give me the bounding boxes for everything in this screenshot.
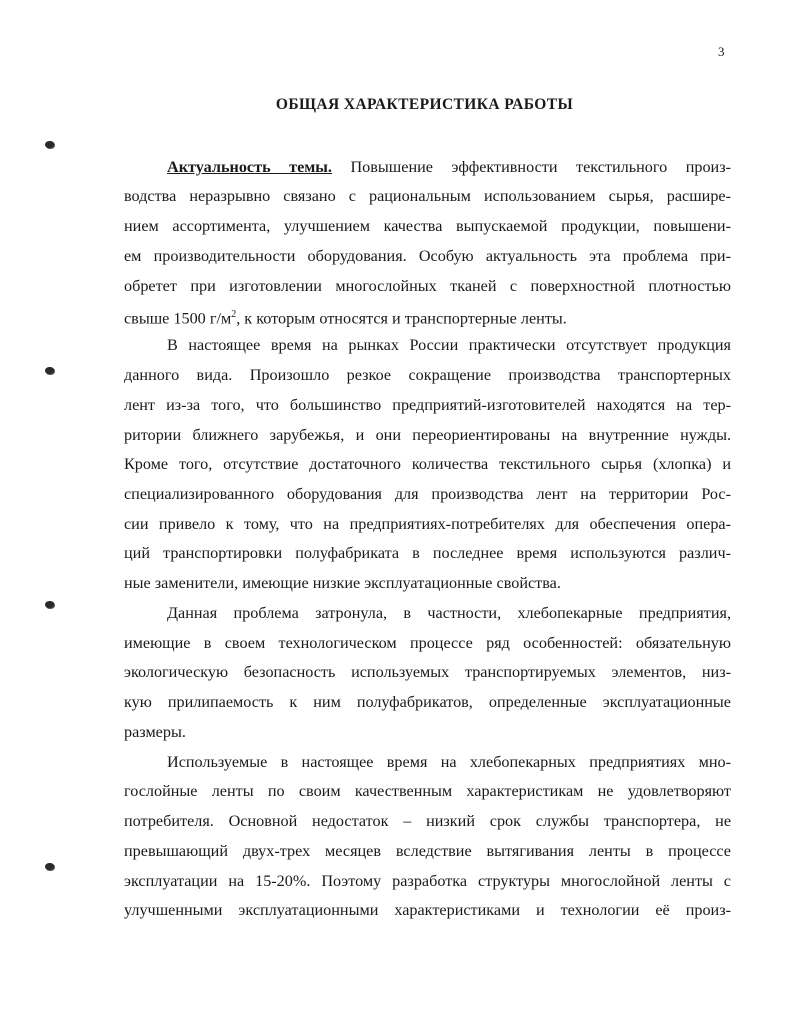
text-line: обретет при изготовлении многослойных тканей с поверхностной плотностью bbox=[124, 277, 731, 295]
text-line: размеры. bbox=[124, 723, 186, 741]
text-line-content: , к которым относятся и транспортерные ленты. bbox=[236, 309, 567, 328]
page-title: ОБЩАЯ ХАРАКТЕРИСТИКА РАБОТЫ bbox=[275, 96, 574, 113]
text-line: потребителя. Основной недостаток – низкий срок службы транспортера, не bbox=[124, 812, 731, 830]
text-line: ций транспортировки полуфабриката в последнее время используются различ- bbox=[124, 544, 731, 562]
binder-hole-mark bbox=[45, 863, 54, 870]
text-line: сии привело к тому, что на предприятиях-потребителях для обеспечения опера- bbox=[124, 515, 731, 533]
binder-hole-mark bbox=[45, 367, 54, 374]
text-line-content: свыше 1500 г/м bbox=[124, 309, 232, 328]
text-line: лент из-за того, что большинство предприятий-изготовителей находятся на тер- bbox=[124, 396, 731, 414]
text-line bbox=[167, 157, 731, 177]
text-line: Кроме того, отсутствие достаточного количества текстильного сырья (хлопка) и bbox=[124, 455, 731, 473]
text-line: улучшенными эксплуатационными характеристиками и технологии её произ- bbox=[124, 901, 731, 919]
text-line bbox=[124, 305, 731, 328]
text-line: специализированного оборудования для производства лент на территории Рос- bbox=[124, 485, 731, 503]
page-number: 3 bbox=[718, 44, 725, 59]
text-line: ные заменители, имеющие низкие эксплуатационные свойства. bbox=[124, 574, 561, 592]
text-line: данного вида. Произошло резкое сокращение производства транспортерных bbox=[124, 366, 731, 384]
text-line: В настоящее время на рынках России практически отсутствует продукция bbox=[167, 336, 731, 354]
text-line: имеющие в своем технологическом процессе ряд особенностей: обязательную bbox=[124, 634, 731, 652]
text-line: нием ассортимента, улучшением качества выпускаемой продукции, повышени- bbox=[124, 217, 731, 235]
text-line: гослойные ленты по своим качественным характеристикам не удовлетворяют bbox=[124, 782, 731, 800]
text-line: ритории ближнего зарубежья, и они переориентированы на внутренние нужды. bbox=[124, 426, 731, 444]
text-line: эксплуатации на 15-20%. Поэтому разработка структуры многослойной ленты с bbox=[124, 872, 731, 890]
text-line: Данная проблема затронула, в частности, хлебопекарные предприятия, bbox=[167, 604, 731, 622]
section-lead-label: Актуальность темы. bbox=[167, 158, 332, 176]
superscript: 2 bbox=[231, 309, 237, 320]
text-line: водства неразрывно связано с рациональным использованием сырья, расшире- bbox=[124, 187, 731, 205]
binder-hole-mark bbox=[45, 601, 54, 608]
text-line: превышающий двух-трех месяцев вследствие вытягивания ленты в процессе bbox=[124, 842, 731, 860]
text-line: экологическую безопасность используемых транспортируемых элементов, низ- bbox=[124, 663, 731, 681]
text-line: Используемые в настоящее время на хлебопекарных предприятиях мно- bbox=[167, 753, 731, 771]
text-line-content: Повышение эффективности текстильного произ- bbox=[331, 158, 731, 176]
text-line: кую прилипаемость к ним полуфабрикатов, определенные эксплуатационные bbox=[124, 693, 731, 711]
binder-hole-mark bbox=[45, 141, 54, 148]
text-line: ем производительности оборудования. Особую актуальность эта проблема при- bbox=[124, 247, 731, 265]
